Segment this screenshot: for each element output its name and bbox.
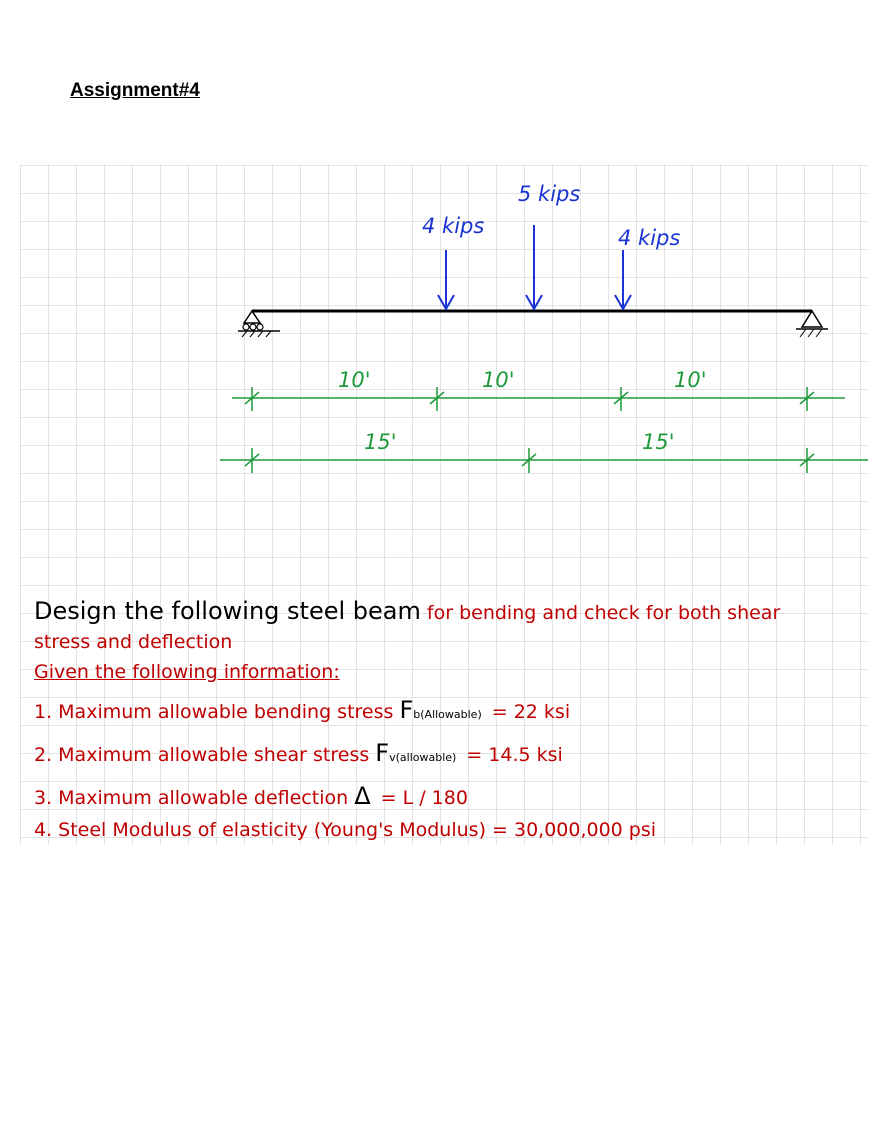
item-1-text: 1. Maximum allowable bending stress <box>34 701 400 723</box>
dim-row2-label-2: 15' <box>642 430 675 454</box>
item-1-value: = 22 ksi <box>491 701 571 723</box>
given-information-label: Given the following information: <box>34 661 340 683</box>
item-3-value: = L / 180 <box>380 787 468 809</box>
item-2-symbol: F <box>375 739 390 767</box>
item-2-subscript: v(allowable) <box>389 751 457 764</box>
item-3-symbol: Δ <box>354 782 371 810</box>
load-label-3: 4 kips <box>618 226 681 250</box>
item-4-text: 4. Steel Modulus of elasticity (Young's Modulus) = 30,000,000 psi <box>34 819 657 841</box>
item-1-symbol: F <box>399 696 414 724</box>
load-label-1: 4 kips <box>422 214 485 238</box>
assignment-title: Assignment#4 <box>70 80 200 101</box>
load-label-2: 5 kips <box>518 182 581 206</box>
dim-row1-label-2: 10' <box>482 368 515 392</box>
heading-line2: stress and deflection <box>34 631 233 653</box>
item-shear-stress <box>34 739 854 772</box>
assignment-description <box>34 596 854 844</box>
item-2-text: 2. Maximum allowable shear stress <box>34 744 376 766</box>
item-deflection <box>34 782 854 812</box>
item-bending-stress <box>34 696 854 729</box>
description-heading <box>34 596 854 628</box>
dim-row1-label-1: 10' <box>338 368 371 392</box>
dim-row2-label-1: 15' <box>364 430 397 454</box>
heading-main: Design the following steel beam <box>34 597 421 625</box>
heading-rest: for bending and check for both shear <box>420 602 781 624</box>
item-2-value: = 14.5 ksi <box>466 744 563 766</box>
item-1-subscript: b(Allowable) <box>413 708 482 721</box>
dim-row1-label-3: 10' <box>674 368 707 392</box>
item-3-text: 3. Maximum allowable deflection <box>34 787 355 809</box>
item-modulus <box>34 816 854 844</box>
